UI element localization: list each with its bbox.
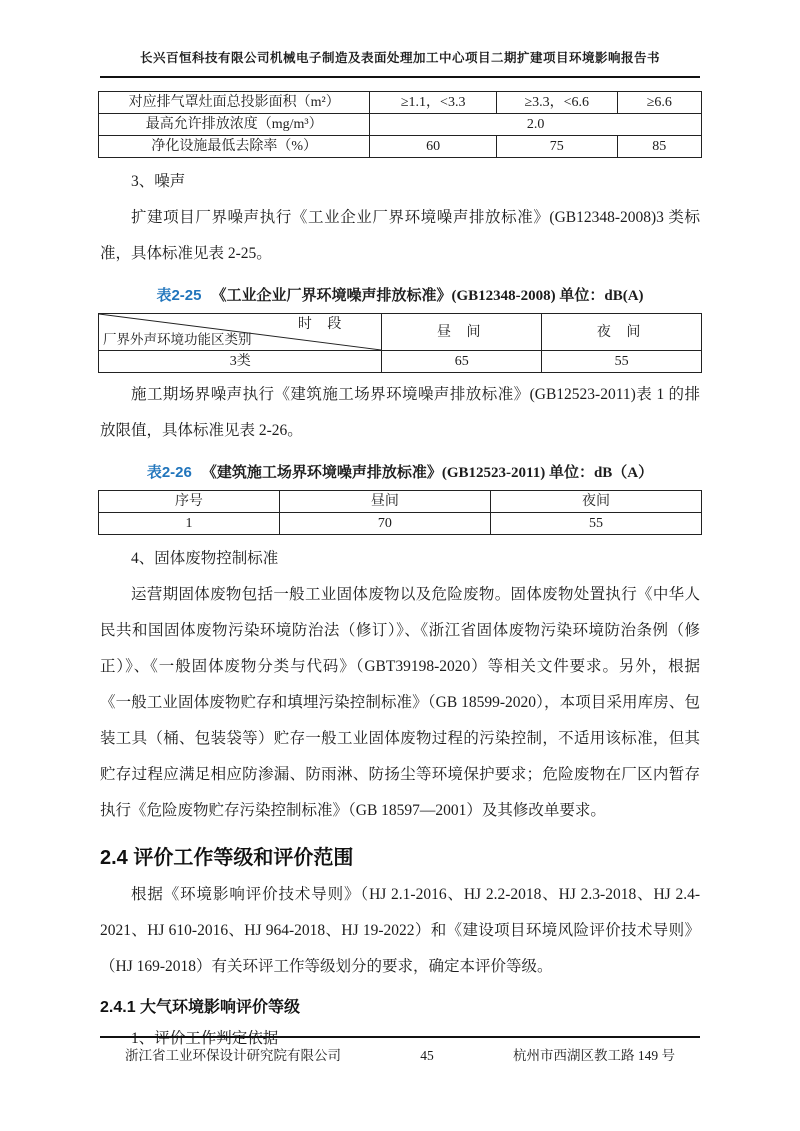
row-label: 对应排气罩灶面总投影面积（m²） bbox=[99, 92, 370, 114]
section-2-4-1-heading: 2.4.1 大气环境影响评价等级 bbox=[100, 999, 301, 1016]
table-row bbox=[99, 136, 702, 158]
cell-index: 1 bbox=[99, 513, 280, 535]
cell-night-value: 55 bbox=[490, 513, 701, 535]
paragraph-noise-factory: 扩建项目厂界噪声执行《工业企业厂界环境噪声排放标准》(GB12348-2008)3 类标准，具体标准见表 2-25。 bbox=[100, 209, 700, 262]
table-row bbox=[99, 351, 702, 373]
column-header-night: 夜间 bbox=[490, 491, 701, 513]
cell-night-value: 55 bbox=[542, 351, 702, 373]
footer-address: 杭州市西湖区教工路 149 号 bbox=[513, 1048, 675, 1063]
column-header-index: 序号 bbox=[99, 491, 280, 513]
table-2-26-title: 《建筑施工场界环境噪声排放标准》(GB12523-2011) 单位：dB（A） bbox=[201, 465, 654, 481]
paragraph-solid-waste: 运营期固体废物包括一般工业固体废物以及危险废物。固体废物处置执行《中华人民共和国固体废物污染环境防治法（修订）》、《浙江省固体废物污染环境防治条例（修正）》、《一般固体废物分类与代码》（GBT39198-2020）等相关文件要求。另外，根据《一般工业固体废物贮存和填埋污染控制标准》（GB 18599-2020），本项目采用库房、包装工具（桶、包装袋等）贮存一般工业固体废物过程的污染控制，不适用该标准，但其贮存过程应满足相应防渗漏、防雨淋、防扬尘等环境保护要求；危险废物在厂区内暂存执行《危险废物贮存污染控制标准》（GB 18597—2001）及其修改单要求。 bbox=[100, 586, 700, 819]
table-2-26-number: 表2-26 bbox=[146, 464, 192, 481]
table-cell-merged: 2.0 bbox=[370, 114, 702, 136]
solid-waste-heading: 4、固体废物控制标准 bbox=[131, 550, 279, 567]
table-cell: 75 bbox=[496, 136, 617, 158]
table-cell: ≥6.6 bbox=[617, 92, 701, 114]
noise-heading: 3、噪声 bbox=[131, 173, 186, 190]
cell-day-value: 70 bbox=[279, 513, 490, 535]
footer-company: 浙江省工业环保设计研究院有限公司 bbox=[125, 1048, 341, 1063]
table-cell: ≥3.3，<6.6 bbox=[496, 92, 617, 114]
column-header-day: 昼 间 bbox=[382, 314, 542, 351]
cell-category: 3类 bbox=[99, 351, 382, 373]
page-header bbox=[100, 0, 700, 78]
table-2-26-caption bbox=[100, 461, 700, 482]
table-2-25-caption bbox=[100, 284, 700, 305]
noise-standard-table-2-25 bbox=[98, 313, 702, 373]
paragraph-construction-noise: 施工期场界噪声执行《建筑施工场界环境噪声排放标准》(GB12523-2011)表 1 的排放限值，具体标准见表 2-26。 bbox=[100, 386, 700, 439]
cell-day-value: 65 bbox=[382, 351, 542, 373]
row-label: 最高允许排放浓度（mg/m³） bbox=[99, 114, 370, 136]
construction-noise-table-2-26 bbox=[98, 490, 702, 535]
diag-label-period: 时 段 bbox=[297, 317, 348, 332]
page-footer bbox=[100, 1036, 700, 1064]
column-header-day: 昼间 bbox=[279, 491, 490, 513]
table-cell: 85 bbox=[617, 136, 701, 158]
table-cell: 60 bbox=[370, 136, 497, 158]
document-title: 长兴百恒科技有限公司机械电子制造及表面处理加工中心项目二期扩建项目环境影响报告书 bbox=[139, 51, 660, 65]
column-header-night: 夜 间 bbox=[542, 314, 702, 351]
paragraph-evaluation-basis: 根据《环境影响评价技术导则》（HJ 2.1-2016、HJ 2.2-2018、HJ 2.3-2018、HJ 2.4-2021、HJ 610-2016、HJ 964-2018、HJ 19-2022）和《建设项目环境风险评价技术导则》（HJ 169-2018）有关环评工作等级划分的要求，确定本评价等级。 bbox=[100, 886, 700, 975]
row-label: 净化设施最低去除率（%） bbox=[99, 136, 370, 158]
table-row bbox=[99, 114, 702, 136]
diagonal-header-cell bbox=[99, 314, 382, 351]
header-rule bbox=[100, 76, 700, 78]
table-cell: ≥1.1，<3.3 bbox=[370, 92, 497, 114]
fume-emission-table bbox=[98, 91, 702, 158]
footer-page-number: 45 bbox=[420, 1048, 434, 1063]
section-2-4-heading: 2.4 评价工作等级和评价范围 bbox=[100, 847, 354, 869]
table-row bbox=[99, 92, 702, 114]
sub-item-judgment-basis: 1、评价工作判定依据 bbox=[131, 1030, 279, 1047]
diag-label-category: 厂界外声环境功能区类别 bbox=[103, 332, 252, 347]
table-row bbox=[99, 513, 702, 535]
table-header-row bbox=[99, 491, 702, 513]
table-header-row bbox=[99, 314, 702, 351]
table-2-25-title: 《工业企业厂界环境噪声排放标准》(GB12348-2008) 单位：dB(A) bbox=[211, 288, 644, 304]
table-2-25-number: 表2-25 bbox=[156, 287, 202, 304]
